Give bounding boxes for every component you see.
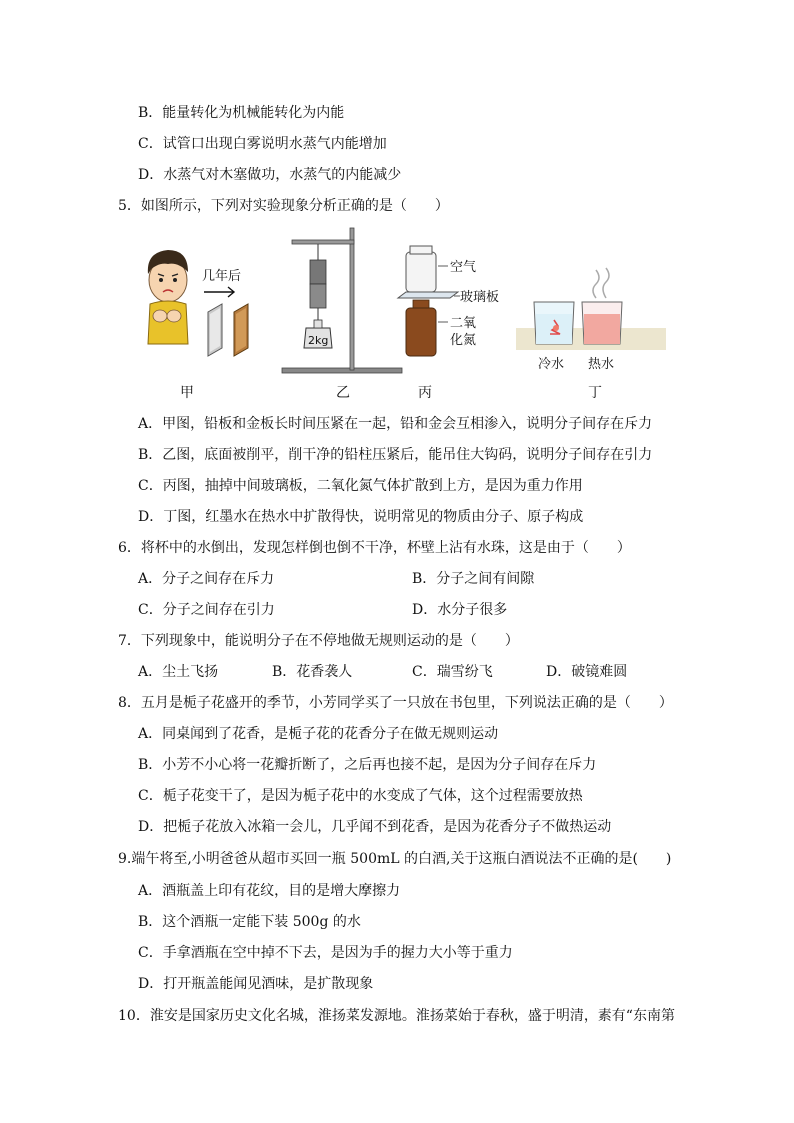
q6-option-c: C．分子之间存在引力 [138, 602, 275, 618]
caption-ding: 丁 [588, 385, 602, 401]
q9-option-c: C．手拿酒瓶在空中掉不下去，是因为手的握力大小等于重力 [138, 945, 513, 961]
ding-hot-label: 热水 [588, 357, 615, 372]
caption-yi: 乙 [336, 385, 350, 401]
ding-cold-label: 冷水 [538, 357, 565, 372]
q6-option-d: D．水分子很多 [412, 602, 508, 618]
q9-option-a: A．酒瓶盖上印有花纹，目的是增大摩擦力 [138, 883, 401, 899]
q7-option-c: C．瑞雪纷飞 [412, 664, 493, 680]
bing-glass-label: 玻璃板 [460, 290, 500, 305]
q8-stem: 8．五月是栀子花盛开的季节，小芳同学买了一只放在书包里，下列说法正确的是（ ） [118, 695, 673, 711]
q4-option-d: D．水蒸气对木塞做功，水蒸气的内能减少 [138, 167, 402, 183]
bing-air-label: 空气 [450, 260, 477, 275]
jia-arrow-label: 几年后 [202, 269, 242, 284]
q7-option-b: B．花香袭人 [272, 664, 353, 680]
q9-stem: 9.端午将至,小明爸爸从超市买回一瓶 500mL 的白酒,关于这瓶白酒说法不正确的是( ) [118, 851, 672, 867]
q5-option-c: C．丙图，抽掉中间玻璃板，二氧化氮气体扩散到上方，是因为重力作用 [138, 478, 583, 494]
q5-option-a: A．甲图，铅板和金板长时间压紧在一起，铅和金会互相渗入，说明分子间存在斥力 [138, 416, 653, 432]
q8-option-b: B．小芳不小心将一花瓣折断了，之后再也接不起，是因为分子间存在斥力 [138, 757, 597, 773]
yi-weight-label: 2kg [308, 334, 329, 347]
q7-option-a: A．尘土飞扬 [138, 664, 219, 680]
figure-yi [282, 228, 402, 373]
q7-stem: 7．下列现象中，能说明分子在不停地做无规则运动的是（ ） [118, 633, 519, 649]
q6-option-b: B．分子之间有间隙 [412, 571, 535, 587]
q6-stem: 6．将杯中的水倒出，发现怎样倒也倒不干净，杯壁上沾有水珠，这是由于（ ） [118, 540, 631, 556]
q5-figure-svg [130, 222, 670, 402]
figure-ding [516, 268, 666, 372]
q5-stem: 5．如图所示，下列对实验现象分析正确的是（ ） [118, 198, 449, 214]
bing-no2-label-1: 二氧 [450, 316, 477, 331]
q5-figure [130, 222, 670, 402]
figure-jia [148, 250, 248, 356]
figure-bing [398, 246, 499, 356]
caption-jia: 甲 [180, 385, 194, 401]
q6-option-a: A．分子之间存在斥力 [138, 571, 275, 587]
caption-bing: 丙 [418, 385, 432, 401]
q8-option-a: A．同桌闻到了花香，是栀子花的花香分子在做无规则运动 [138, 726, 499, 742]
q5-option-b: B．乙图，底面被削平，削干净的铅柱压紧后，能吊住大钩码，说明分子间存在引力 [138, 447, 653, 463]
bing-no2-label-2: 化氮 [450, 333, 477, 348]
q8-option-d: D．把栀子花放入冰箱一会儿，几乎闻不到花香，是因为花香分子不做热运动 [138, 819, 612, 835]
q4-option-b: B．能量转化为机械能转化为内能 [138, 105, 345, 121]
q9-option-b: B．这个酒瓶一定能下装 500g 的水 [138, 914, 361, 930]
q9-option-d: D．打开瓶盖能闻见酒味，是扩散现象 [138, 976, 374, 992]
q5-option-d: D．丁图，红墨水在热水中扩散得快，说明常见的物质由分子、原子构成 [138, 509, 584, 525]
q4-option-c: C．试管口出现白雾说明水蒸气内能增加 [138, 136, 387, 152]
q7-option-d: D．破镜难圆 [546, 664, 628, 680]
q10-stem: 10．淮安是国家历史文化名城，淮扬菜发源地。淮扬菜始于春秋，盛于明清，素有“东南第 [118, 1008, 675, 1024]
q8-option-c: C．栀子花变干了，是因为栀子花中的水变成了气体，这个过程需要放热 [138, 788, 583, 804]
